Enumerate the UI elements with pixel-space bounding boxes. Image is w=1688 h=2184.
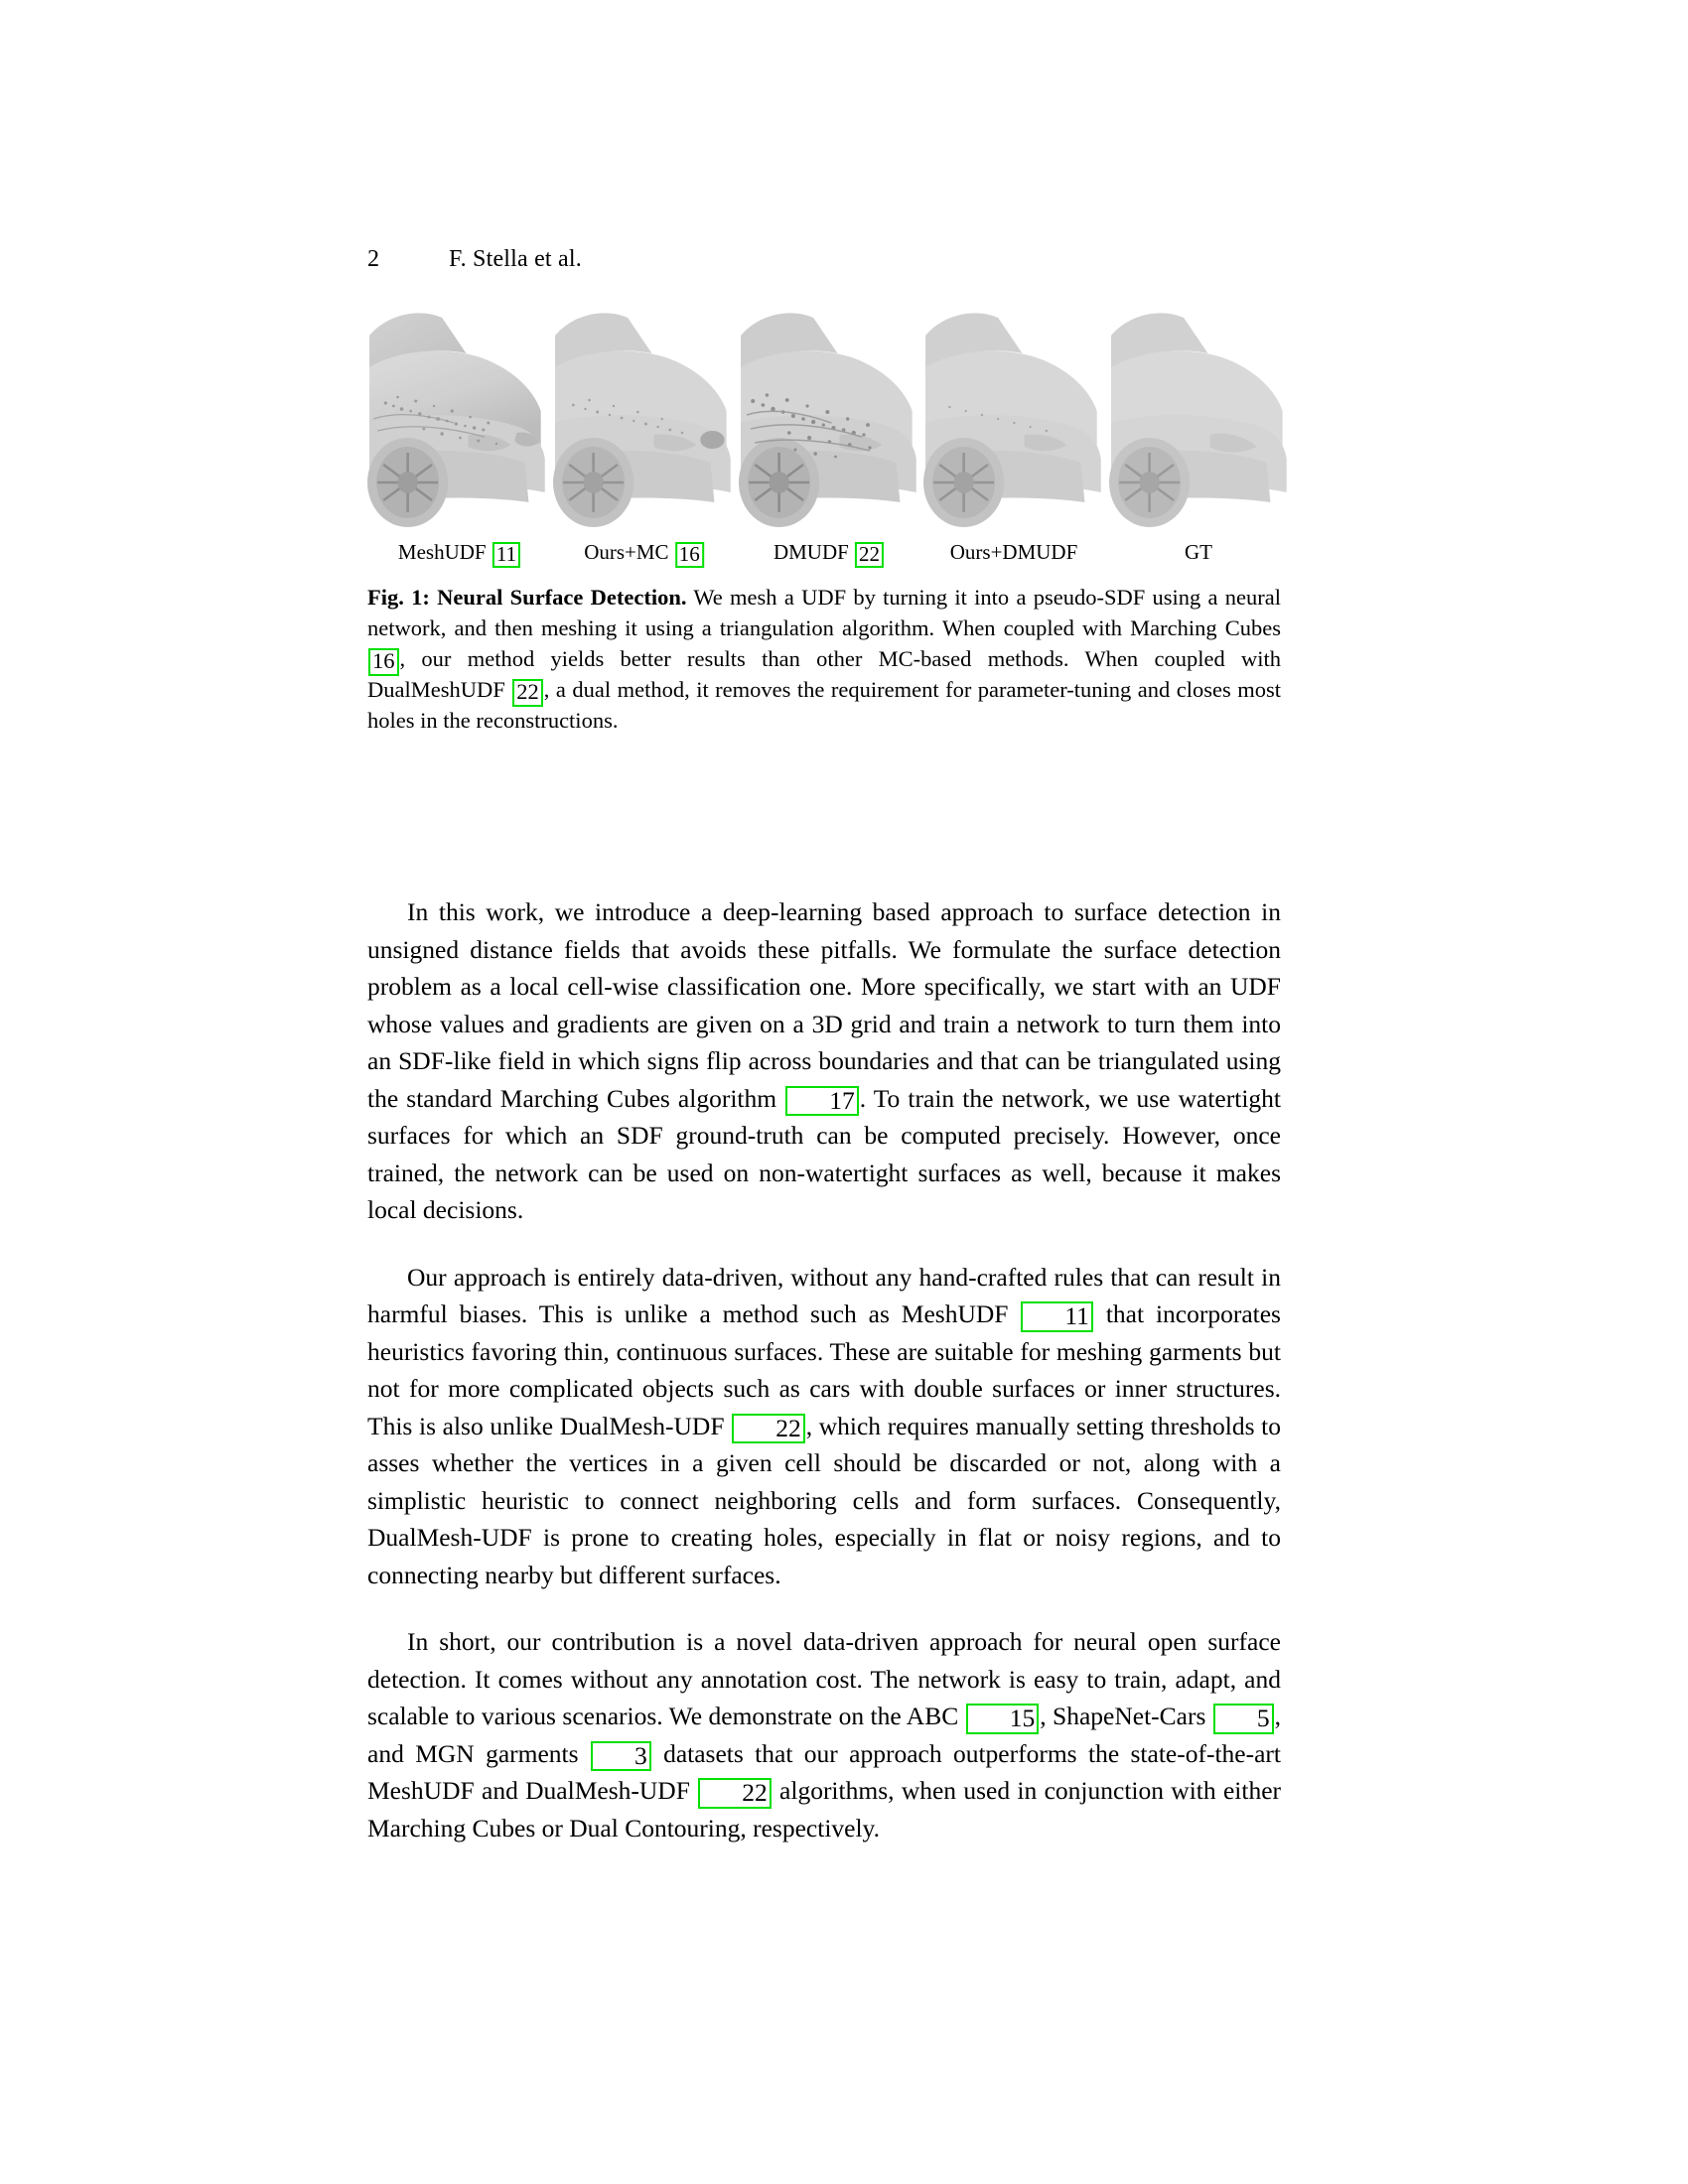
paragraph-3-seg5: algorithms, when used in conjunction with either Marching Cubes or Dual Contouring, respectively. bbox=[367, 1776, 1282, 1843]
paragraph-2-seg2: that incorporates heuristics favoring thin, continuous surfaces. These are suitable for meshing garments but not for more complicated objects such as cars with double surfaces or inner structures. This is also unlike DualMesh-UDF bbox=[367, 1299, 1281, 1440]
figure-label-meshudf bbox=[398, 540, 521, 566]
paragraph-3 bbox=[367, 1623, 1281, 1846]
figure-panel-row bbox=[367, 308, 1291, 528]
citation-ref-17[interactable]: 17 bbox=[785, 1086, 859, 1117]
figure-label-ours-dmudf bbox=[950, 540, 1078, 565]
citation-ref-11-figure[interactable]: 11 bbox=[492, 542, 520, 568]
paragraph-2-seg1: Our approach is entirely data-driven, without any hand-crafted rules that can result in harmful biases. This is unlike a method such as MeshUDF bbox=[367, 1262, 1281, 1328]
car-mesh-ours-mc-icon bbox=[553, 308, 735, 528]
figure-panel-ours-mc bbox=[553, 308, 735, 528]
car-mesh-dmudf-icon bbox=[739, 308, 920, 528]
citation-ref-11[interactable]: 11 bbox=[1021, 1301, 1093, 1332]
paragraph-3-seg3: , and MGN garments bbox=[367, 1702, 1281, 1768]
paragraph-3-seg4: datasets that our approach outperforms the state-of-the-art MeshUDF and DualMesh-UDF bbox=[367, 1738, 1282, 1805]
car-mesh-meshudf-icon bbox=[367, 308, 549, 528]
citation-ref-16-caption[interactable]: 16 bbox=[368, 648, 399, 676]
running-head bbox=[367, 246, 1281, 273]
paragraph-2 bbox=[367, 1259, 1281, 1594]
figure-label-text: GT bbox=[1185, 540, 1212, 564]
paragraph-1 bbox=[367, 893, 1281, 1229]
figure-caption-seg3: , a dual method, it removes the requirement for parameter-tuning and closes most holes in the reconstructions. bbox=[367, 677, 1281, 733]
figure-caption-seg1: We mesh a UDF by turning it into a pseudo-SDF using a neural network, and then meshing it using a triangulation algorithm. When coupled with Marching Cubes bbox=[367, 585, 1281, 640]
citation-ref-22-body-2[interactable]: 22 bbox=[698, 1778, 772, 1809]
figure-label-text: Ours+MC bbox=[584, 540, 669, 564]
figure-caption bbox=[367, 582, 1281, 736]
figure-caption-seg2: , our method yields better results than other MC-based methods. When coupled with DualMeshUDF bbox=[367, 646, 1281, 702]
citation-ref-5[interactable]: 5 bbox=[1213, 1704, 1274, 1734]
page-number: 2 bbox=[367, 246, 380, 272]
citation-ref-22-figure[interactable]: 22 bbox=[855, 542, 884, 568]
figure-panel-labels bbox=[367, 540, 1291, 570]
citation-ref-16-figure[interactable]: 16 bbox=[675, 542, 704, 568]
figure-1-images bbox=[367, 308, 1291, 528]
car-mesh-ours-dmudf-icon bbox=[923, 308, 1105, 528]
figure-label-ours-mc bbox=[584, 540, 705, 566]
paragraph-3-seg1: In short, our contribution is a novel data-driven approach for neural open surface detection. It comes without any annotation cost. The network is easy to train, adapt, and scalable to various scenarios. We demonstrate on the ABC bbox=[367, 1627, 1281, 1730]
figure-label-gt bbox=[1185, 540, 1212, 565]
paragraph-3-seg2: , ShapeNet-Cars bbox=[1040, 1702, 1212, 1730]
figure-label-text: MeshUDF bbox=[397, 540, 487, 564]
paragraph-1-seg2: . To train the network, we use watertight surfaces for which an SDF ground-truth can be computed precisely. However, once trained, the network can be used on non-watertight surfaces as well, because it makes local decisions. bbox=[367, 1083, 1281, 1224]
citation-ref-22-caption[interactable]: 22 bbox=[512, 679, 543, 707]
figure-label-text: Ours+DMUDF bbox=[949, 540, 1078, 564]
paragraph-2-seg3: , which requires manually setting thresholds to asses whether the vertices in a given cell should be discarded or not, along with a simplistic heuristic to connect neighboring cells and form surfaces. Consequently, DualMesh-UDF is prone to creating holes, especially in flat or noisy regions, and to connecting nearby but different surfaces. bbox=[367, 1411, 1281, 1589]
citation-ref-15[interactable]: 15 bbox=[966, 1704, 1040, 1734]
figure-panel-ours-dmudf bbox=[923, 308, 1105, 528]
figure-panel-dmudf bbox=[739, 308, 920, 528]
body-text bbox=[367, 893, 1281, 1846]
citation-ref-3[interactable]: 3 bbox=[591, 1741, 651, 1772]
figure-panel-meshudf bbox=[367, 308, 549, 528]
figure-panel-gt bbox=[1109, 308, 1291, 528]
running-head-authors: F. Stella et al. bbox=[449, 246, 582, 272]
figure-label-text: DMUDF bbox=[773, 540, 849, 564]
figure-caption-label: Fig. 1: Neural Surface Detection. bbox=[367, 585, 687, 610]
citation-ref-22-body[interactable]: 22 bbox=[732, 1414, 805, 1444]
car-mesh-ground-truth-icon bbox=[1109, 308, 1291, 528]
figure-label-dmudf bbox=[774, 540, 885, 566]
paragraph-1-seg1: In this work, we introduce a deep-learning based approach to surface detection in unsigned distance fields that avoids these pitfalls. We formulate the surface detection problem as a local cell-wise classification one. More specifically, we start with an UDF whose values and gradients are given on a 3D grid and train a network to turn them into an SDF-like field in which signs flip across boundaries and that can be triangulated using the standard Marching Cubes algorithm bbox=[367, 897, 1281, 1113]
